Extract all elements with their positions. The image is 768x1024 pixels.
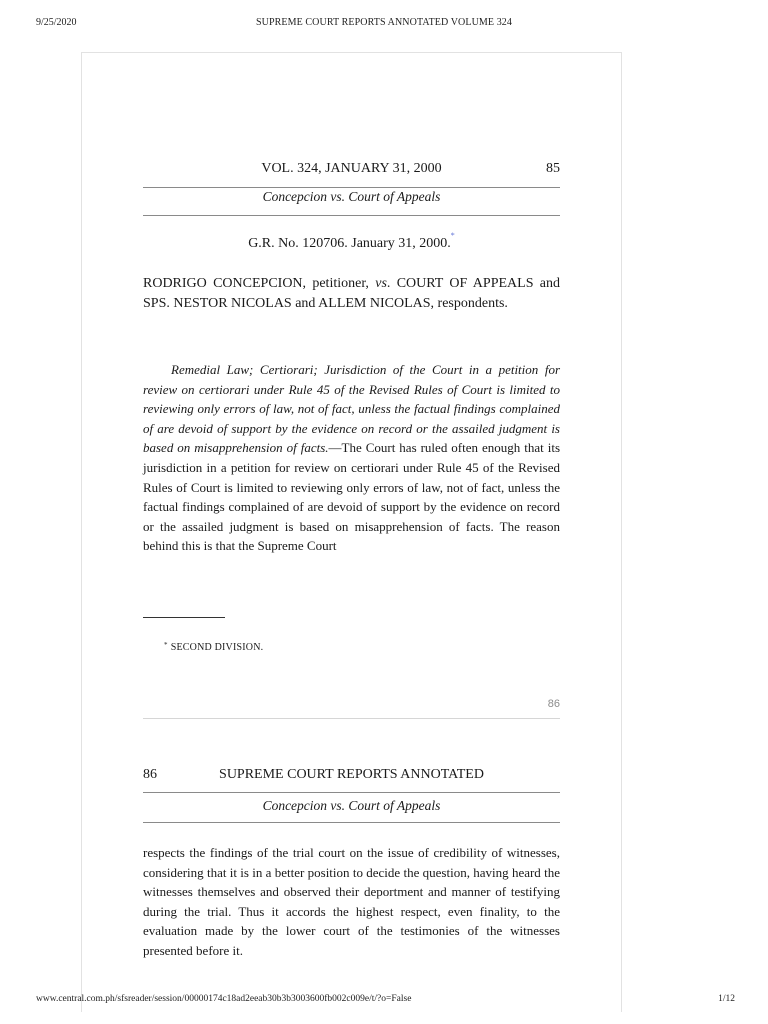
page-number: 86 (143, 767, 157, 782)
print-title: SUPREME COURT REPORTS ANNOTATED VOLUME 324 (255, 17, 513, 28)
running-head-page-86 (143, 767, 560, 787)
parties-vs: vs (375, 276, 387, 291)
footnote-text: SECOND DIVISION. (170, 642, 264, 653)
parties-petitioner: RODRIGO CONCEPCION, petitioner, (143, 276, 376, 291)
footnote-link[interactable]: * (450, 231, 455, 240)
syllabus-keywords: Remedial Law; Certiorari; Jurisdiction of the Court in a petition for review on certiorari under Rule 45 of the Revised Rules of Court is limited to reviewing only errors of law, not of fact, unless the factual findings complained of are devoid of support by the evidence on record or the assailed judgment is based on misapprehension of facts. (143, 362, 560, 456)
print-date: 9/25/2020 (36, 17, 77, 28)
running-head-page-85 (143, 161, 560, 181)
print-url: www.central.com.ph/sfsreader/session/00000174c18ad2eeab30b3b3003600fb002c009e/t/?o=False (36, 994, 412, 1004)
case-parties (143, 274, 560, 313)
header-rule (143, 822, 560, 823)
case-caption: Concepcion vs. Court of Appeals (262, 189, 441, 204)
gr-number-text: G.R. No. 120706. January 31, 2000. (248, 236, 451, 251)
footnote-marker: * (164, 641, 168, 649)
reports-heading: SUPREME COURT REPORTS ANNOTATED (219, 767, 484, 782)
case-caption: Concepcion vs. Court of Appeals (262, 798, 441, 813)
syllabus-paragraph (143, 360, 560, 556)
page-number: 85 (546, 161, 560, 176)
gr-number (143, 231, 560, 252)
footnote-rule (143, 617, 225, 618)
parties-respondents: . COURT OF APPEALS and SPS. NESTOR NICOLAS and ALLEM NICOLAS, respondents. (143, 276, 560, 311)
body-paragraph: respects the findings of the trial court on the issue of credibility of witnesses, considering that it is in a better position to decide the question, having heard the witnesses themselves and observed their deportment and manner of testifying during the trial. Thus it accords the highest respect, even finality, to the evaluation made by the lower court of the testimonies of the witnesses presented before it. (143, 845, 560, 958)
header-rule (143, 187, 560, 188)
next-page-marker: 86 (547, 698, 560, 710)
volume-date-heading: VOL. 324, JANUARY 31, 2000 (261, 161, 442, 176)
print-page-count: 1/12 (718, 994, 735, 1004)
footnote (164, 641, 263, 653)
header-rule (143, 792, 560, 793)
header-rule (143, 215, 560, 216)
page-break-rule (143, 718, 560, 719)
syllabus-text: —The Court has ruled often enough that its jurisdiction in a petition for review on certiorari under Rule 45 of the Revised Rules of Court is limited to reviewing only errors of law, not of fact, unless the factual findings complained of are devoid of support by the evidence on record or the assailed judgment is based on misapprehension of facts. The reason behind this is that the Supreme Court (143, 440, 560, 554)
